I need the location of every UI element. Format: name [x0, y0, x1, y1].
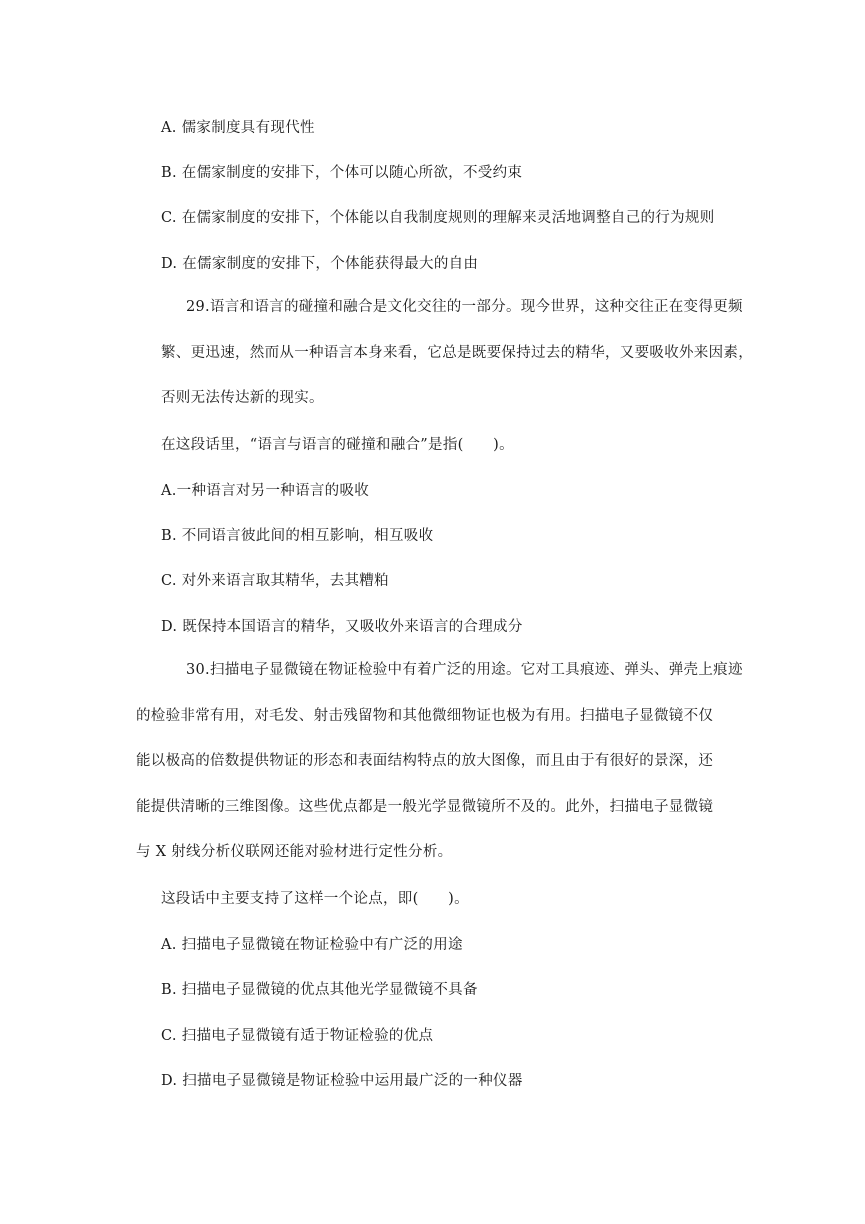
q29-passage-line: 否则无法传达新的现实。: [161, 390, 324, 406]
q29-option-d: D. 既保持本国语言的精华，又吸收外来语言的合理成分: [161, 619, 523, 635]
q30-passage-line: 能以极高的倍数提供物证的形态和表面结构特点的放大图像，而且由于有很好的景深，还: [136, 753, 714, 769]
q30-option-d: D. 扫描电子显微镜是物证检验中运用最广泛的一种仪器: [161, 1073, 523, 1089]
q30-passage-line: 与 X 射线分析仪联网还能对验材进行定性分析。: [136, 844, 453, 860]
q28-option-d: D. 在儒家制度的安排下，个体能获得最大的自由: [161, 256, 479, 272]
q30-option-b: B. 扫描电子显微镜的优点其他光学显微镜不具备: [161, 982, 478, 998]
q28-option-a: A. 儒家制度具有现代性: [161, 120, 315, 136]
q30-passage-line: 30.扫描电子显微镜在物证检验中有着广泛的用途。它对工具痕迹、弹头、弹壳上痕迹: [186, 662, 743, 678]
q29-passage: [161, 285, 753, 422]
q30-stem: 这段话中主要支持了这样一个论点，即( )。: [161, 891, 469, 907]
q29-option-a: A.一种语言对另一种语言的吸收: [161, 483, 370, 499]
q28-option-b: B. 在儒家制度的安排下，个体可以随心所欲，不受约束: [161, 165, 523, 181]
q30-passage-line: 的检验非常有用，对毛发、射击残留物和其他微细物证也极为有用。扫描电子显微镜不仅: [136, 707, 714, 724]
q29-stem: 在这段话里，“语言与语言的碰撞和融合”是指( )。: [161, 437, 514, 453]
q29-option-c: C. 对外来语言取其精华，去其糟粕: [161, 573, 389, 589]
q29-passage-line: 繁、更迅速，然而从一种语言本身来看，它总是既要保持过去的精华，又要吸收外来因素，: [161, 344, 753, 361]
q28-option-c: C. 在儒家制度的安排下，个体能以自我制度规则的理解来灵活地调整自己的行为规则: [161, 210, 715, 226]
q29-option-b: B. 不同语言彼此间的相互影响，相互吸收: [161, 528, 434, 544]
q30-option-a: A. 扫描电子显微镜在物证检验中有广泛的用途: [161, 937, 463, 953]
q30-option-c: C. 扫描电子显微镜有适于物证检验的优点: [161, 1028, 434, 1044]
q30-passage: [136, 648, 743, 876]
q30-passage-line: 能提供清晰的三维图像。这些优点都是一般光学显微镜所不及的。此外，扫描电子显微镜: [136, 798, 714, 815]
q29-passage-line: 29.语言和语言的碰撞和融合是文化交往的一部分。现今世界，这种交往正在变得更频: [186, 299, 743, 315]
